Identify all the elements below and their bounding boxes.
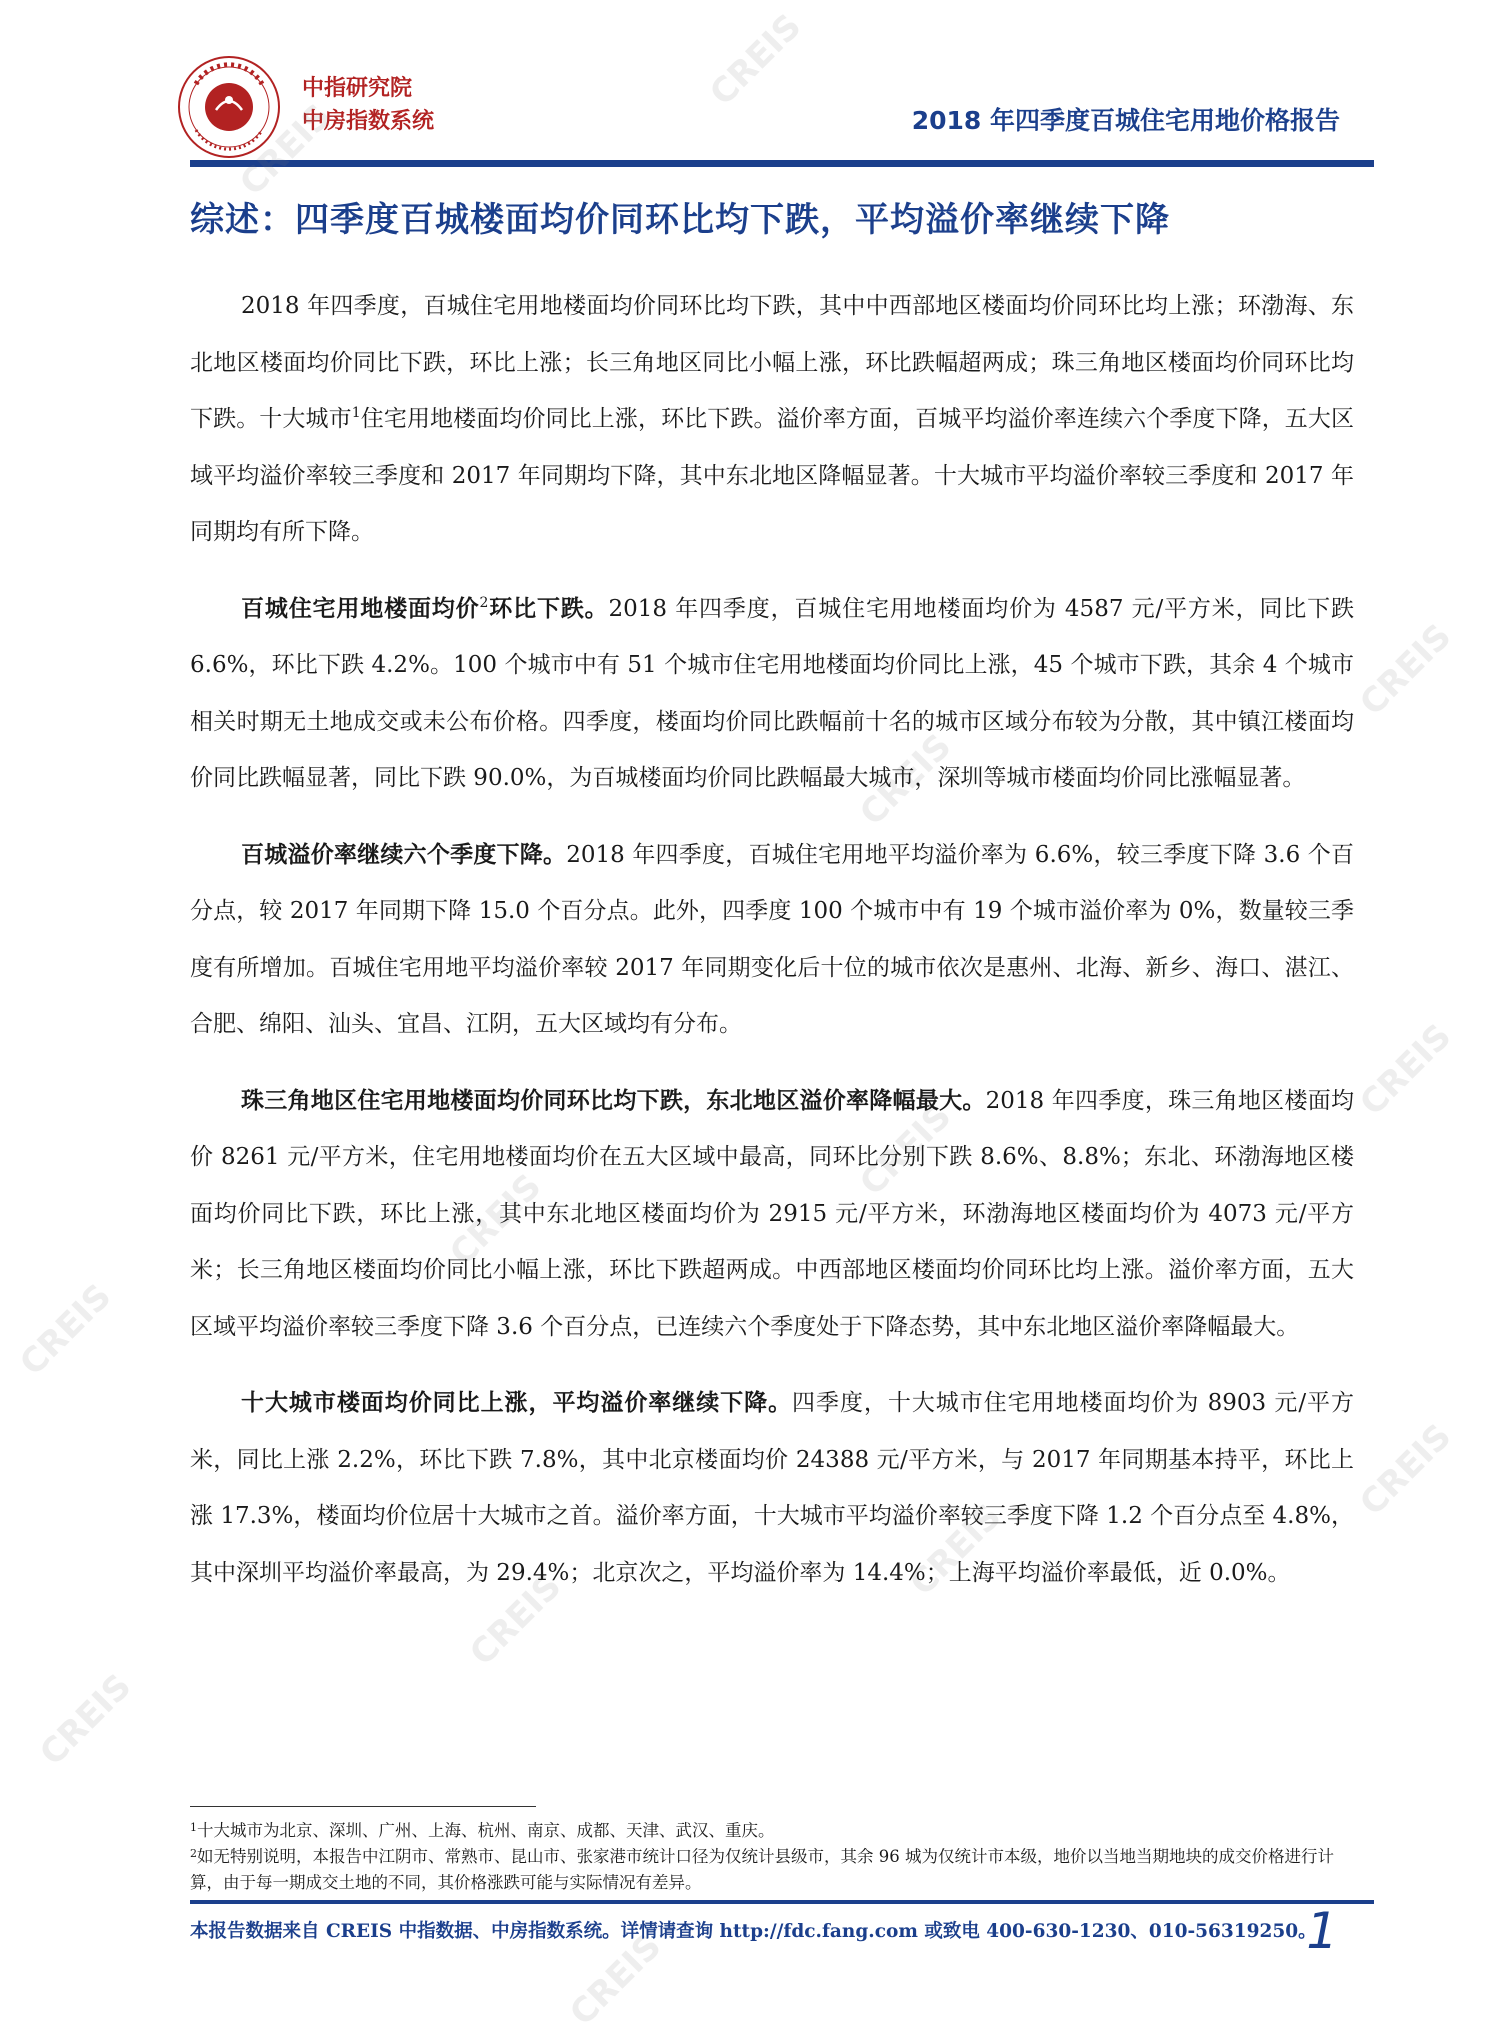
paragraph-lead: 环比下跌。 (488, 594, 609, 622)
header-divider (190, 160, 1374, 167)
paragraph-text: 四季度，十大城市住宅用地楼面均价为 8903 元/平方米，同比上涨 2.2%，环比下跌 7.8%，其中北京楼面均价 24388 元/平方米，与 2017 年同期基本持平，环比上涨 17.3%，楼面均价位居十大城市之首。溢价率方面，十大城市平均溢价率较三季度下降 1.2 个百分点至 4.8%，其中深圳平均溢价率最高，为 29.4%；北京次之，平均溢价率为 14.4%；上海平均溢价率最低，近 0.0%。 (190, 1390, 1355, 1586)
footnote-divider (190, 1806, 536, 1807)
paragraph-lead: 百城住宅用地楼面均价 (241, 594, 480, 622)
paragraph-lead: 百城溢价率继续六个季度下降。 (241, 840, 567, 868)
footnote (190, 1818, 1354, 1844)
paragraph-top10-cities (190, 1375, 1355, 1604)
section-title: 综述：四季度百城楼面均价同环比均下跌，平均溢价率继续下降 (190, 200, 1170, 240)
report-body (190, 278, 1354, 1621)
footnotes (190, 1818, 1354, 1896)
footnote-ref: 2 (479, 594, 489, 611)
watermark: CREIS (12, 1276, 120, 1384)
footnote-text: 如无特别说明，本报告中江阴市、常熟市、昆山市、张家港市统计口径为仅统计县级市，其余 96 城为仅统计市本级，地价以当地当期地块的成交价格进行计算，由于每一期成交土地的不同，其价格涨跌可能与实际情况有差异。 (190, 1847, 1334, 1892)
footer-divider (190, 1900, 1374, 1904)
watermark: CREIS (442, 1166, 550, 1274)
paragraph-text: 2018 年四季度，珠三角地区楼面均价 8261 元/平方米，住宅用地楼面均价在五大区域中最高，同环比分别下跌 8.6%、8.8%；东北、环渤海地区楼面均价同比下跌，环比上涨，其中东北地区楼面均价为 2915 元/平方米，环渤海地区楼面均价为 4073 元/平方米；长三角地区楼面均价同比小幅上涨，环比下跌超两成。中西部地区楼面均价同环比均上涨。溢价率方面，五大区域平均溢价率较三季度下降 3.6 个百分点，已连续六个季度处于下降态势，其中东北地区溢价率降幅最大。 (190, 1087, 1354, 1340)
paragraph-text: 住宅用地楼面均价同比上涨，环比下跌。溢价率方面，百城平均溢价率连续六个季度下降，五大区域平均溢价率较三季度和 2017 年同期均下降，其中东北地区降幅显著。十大城市平均溢价率较三季度和 2017 年同期均有所下降。 (190, 406, 1355, 545)
paragraph-text: 2018 年四季度，百城住宅用地楼面均价同环比均下跌，其中中西部地区楼面均价同环比均上涨；环渤海、东北地区楼面均价同比下跌，环比上涨；长三角地区同比小幅上涨，环比跌幅超两成；珠三角地区楼面均价同环比均下跌。十大城市 (190, 293, 1354, 432)
watermark: CREIS (852, 1096, 960, 1204)
watermark: CREIS (32, 1666, 140, 1774)
organization-name (302, 72, 434, 138)
footer-source-note: 本报告数据来自 CREIS 中指数据、中房指数系统。详情请查询 http://fdc.fang.com 或致电 400-630-1230、010-56319250。 (190, 1921, 1317, 1942)
paragraph-lead: 珠三角地区住宅用地楼面均价同环比均下跌，东北地区溢价率降幅最大。 (241, 1086, 986, 1114)
watermark: CREIS (1352, 1016, 1460, 1124)
paragraph-land-price (190, 581, 1354, 807)
footnote (190, 1844, 1354, 1896)
page-number: 1 (1306, 1902, 1338, 1960)
paragraph-text: 2018 年四季度，百城住宅用地平均溢价率为 6.6%，较三季度下降 3.6 个百分点，较 2017 年同期下降 15.0 个百分点。此外，四季度 100 个城市中有 19 个城市溢价率为 0%，数量较三季度有所增加。百城住宅用地平均溢价率较 2017 年同期变化后十位的城市依次是惠州、北海、新乡、海口、湛江、合肥、绵阳、汕头、宜昌、江阴，五大区域均有分布。 (190, 841, 1354, 1037)
paragraph-premium-rate (190, 827, 1354, 1053)
watermark: CREIS (852, 726, 960, 834)
watermark: CREIS (232, 96, 340, 204)
footnote-mark: 2 (190, 1847, 197, 1860)
watermark: CREIS (902, 1496, 1010, 1604)
watermark: CREIS (462, 1566, 570, 1674)
paragraph-summary (190, 278, 1354, 561)
footnote-text: 十大城市为北京、深圳、广州、上海、杭州、南京、成都、天津、武汉、重庆。 (197, 1821, 775, 1840)
paragraph-text: 2018 年四季度，百城住宅用地楼面均价为 4587 元/平方米，同比下跌 6.6%，环比下跌 4.2%。100 个城市中有 51 个城市住宅用地楼面均价同比上涨，45 个城市下跌，其余 4 个城市相关时期无土地成交或未公布价格。四季度，楼面均价同比跌幅前十名的城市区域分布较为分散，其中镇江楼面均价同比跌幅显著，同比下跌 90.0%，为百城楼面均价同比跌幅最大城市，深圳等城市楼面均价同比涨幅显著。 (190, 595, 1355, 791)
footnote-ref: 1 (351, 405, 361, 421)
watermark: CREIS (702, 6, 810, 114)
page-header (0, 0, 1488, 172)
org-name-line1: 中指研究院 (302, 76, 413, 101)
watermark: CREIS (1352, 616, 1460, 724)
paragraph-regions (190, 1073, 1354, 1356)
report-title: 2018 年四季度百城住宅用地价格报告 (911, 106, 1340, 135)
org-name-line2: 中房指数系统 (302, 109, 435, 134)
paragraph-lead: 十大城市楼面均价同比上涨，平均溢价率继续下降。 (241, 1389, 793, 1416)
watermark: CREIS (562, 1926, 670, 2034)
watermark: CREIS (1352, 1416, 1460, 1524)
china-index-academy-logo (176, 54, 282, 160)
footnote-mark: 1 (190, 1821, 197, 1834)
